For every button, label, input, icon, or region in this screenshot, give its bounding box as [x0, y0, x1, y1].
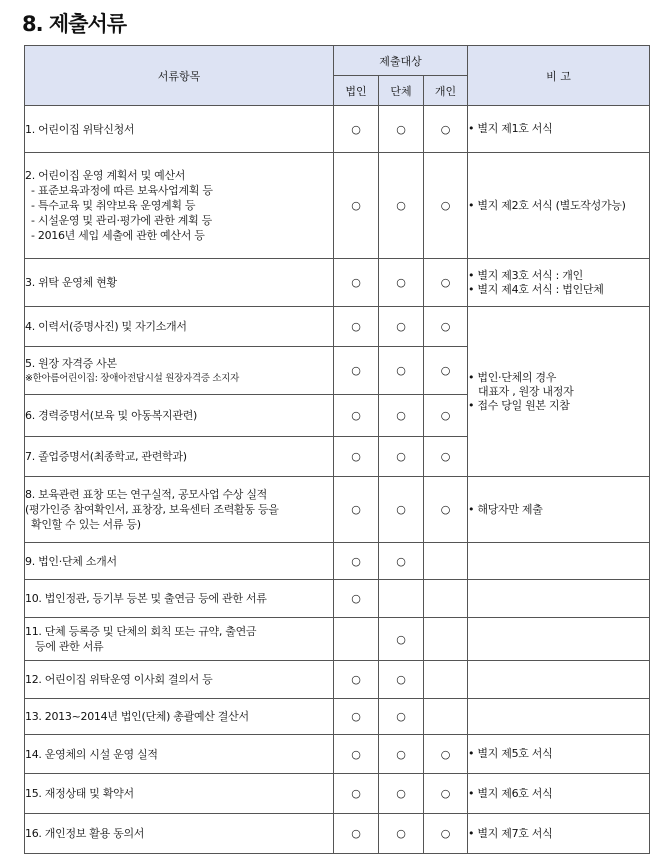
mark-corp: ○: [334, 347, 379, 395]
mark-person: ○: [424, 395, 468, 437]
mark-group: ○: [379, 661, 424, 699]
remark-line: • 접수 당일 원본 지참: [468, 398, 570, 412]
row-title: 4. 이력서(증명사진) 및 자기소개서: [25, 307, 334, 347]
remark-empty: [468, 661, 650, 699]
table-row: [25, 153, 650, 259]
mark-person: [424, 543, 468, 580]
row-title: 1. 어린이집 위탁신청서: [25, 106, 334, 153]
remark-empty: [468, 699, 650, 735]
row-cell: [25, 153, 334, 259]
mark-corp: ○: [334, 106, 379, 153]
table-row: [25, 259, 650, 307]
mark-group: ○: [379, 735, 424, 774]
row-title: 15. 재정상태 및 확약서: [25, 774, 334, 814]
remark: [468, 814, 650, 854]
mark-corp: ○: [334, 477, 379, 543]
remark-line: • 별지 제6호 서식: [468, 786, 553, 800]
row-title: 10. 법인정관, 등기부 등본 및 출연금 등에 관한 서류: [25, 580, 334, 618]
mark-corp: ○: [334, 153, 379, 259]
mark-person: ○: [424, 347, 468, 395]
header-corp: 법인: [334, 76, 379, 106]
row-subitem: - 2016년 세입 세출에 관한 예산서 등: [31, 229, 205, 242]
mark-group: ○: [379, 699, 424, 735]
document-table: [24, 45, 650, 854]
mark-person: ○: [424, 735, 468, 774]
table-row: [25, 307, 650, 347]
mark-group: ○: [379, 307, 424, 347]
row-title: 5. 원장 자격증 사본: [25, 356, 117, 370]
mark-person: ○: [424, 477, 468, 543]
table-row: [25, 106, 650, 153]
remark: [468, 774, 650, 814]
mark-group: [379, 580, 424, 618]
table-row: [25, 477, 650, 543]
table-row: [25, 735, 650, 774]
mark-person: ○: [424, 259, 468, 307]
table-row: [25, 543, 650, 580]
row-title: 11. 단체 등록증 및 단체의 회칙 또는 규약, 출연금: [25, 625, 257, 638]
mark-corp: ○: [334, 735, 379, 774]
mark-corp: [334, 618, 379, 661]
header-item: 서류항목: [25, 46, 334, 106]
table-row: [25, 774, 650, 814]
header-remarks: 비 고: [468, 46, 650, 106]
remark-line: • 별지 제7호 서식: [468, 826, 553, 840]
mark-person: [424, 699, 468, 735]
remark: [468, 735, 650, 774]
remark: [468, 307, 650, 477]
mark-group: ○: [379, 477, 424, 543]
row-subitem: (평가인증 참여확인서, 표창장, 보육센터 조력활동 등을: [25, 503, 279, 516]
row-title: 16. 개인정보 활용 동의서: [25, 814, 334, 854]
mark-person: [424, 580, 468, 618]
remark-line: • 법인·단체의 경우: [468, 370, 557, 384]
row-title: 3. 위탁 운영체 현황: [25, 259, 334, 307]
row-subitem: 등에 관한 서류: [35, 640, 104, 653]
table-row: [25, 580, 650, 618]
table-row: [25, 661, 650, 699]
mark-corp: ○: [334, 699, 379, 735]
remark-line: • 별지 제4호 서식 : 법인단체: [468, 282, 604, 296]
mark-group: ○: [379, 347, 424, 395]
mark-person: ○: [424, 774, 468, 814]
row-note: ※한아름어린이집: 장애아전담시설 원장자격증 소지자: [25, 372, 240, 384]
mark-group: ○: [379, 395, 424, 437]
row-cell: [25, 477, 334, 543]
row-subitem: - 시설운영 및 관리·평가에 관한 계획 등: [31, 214, 212, 227]
mark-corp: ○: [334, 307, 379, 347]
row-cell: [25, 618, 334, 661]
header-person: 개인: [424, 76, 468, 106]
row-title: 6. 경력증명서(보육 및 아동복지관련): [25, 395, 334, 437]
remark-line: 대표자 , 원장 내정자: [478, 384, 574, 398]
remark: [468, 106, 650, 153]
row-cell: [25, 347, 334, 395]
mark-group: ○: [379, 543, 424, 580]
row-title: 12. 어린이집 위탁운영 이사회 결의서 등: [25, 661, 334, 699]
mark-corp: ○: [334, 814, 379, 854]
remark: [468, 153, 650, 259]
header-target: 제출대상: [334, 46, 468, 76]
remark-line: • 별지 제5호 서식: [468, 747, 553, 760]
remark-line: • 별지 제1호 서식: [468, 122, 553, 135]
mark-group: ○: [379, 259, 424, 307]
mark-person: ○: [424, 814, 468, 854]
mark-corp: ○: [334, 543, 379, 580]
mark-group: ○: [379, 106, 424, 153]
remark: [468, 259, 650, 307]
mark-person: ○: [424, 153, 468, 259]
row-title: 9. 법인·단체 소개서: [25, 543, 334, 580]
mark-group: ○: [379, 153, 424, 259]
mark-corp: ○: [334, 774, 379, 814]
mark-group: ○: [379, 618, 424, 661]
mark-group: ○: [379, 814, 424, 854]
header-group: 단체: [379, 76, 424, 106]
row-subitem: - 특수교육 및 취약보육 운영계획 등: [31, 199, 196, 212]
section-title: 8. 제출서류: [22, 12, 127, 36]
table-row: [25, 699, 650, 735]
mark-person: ○: [424, 307, 468, 347]
remark-line: • 해당자만 제출: [468, 502, 543, 516]
mark-corp: ○: [334, 259, 379, 307]
row-subitem: 확인할 수 있는 서류 등): [31, 518, 141, 531]
row-title: 7. 졸업증명서(최종학교, 관련학과): [25, 437, 334, 477]
row-title: 13. 2013~2014년 법인(단체) 총괄예산 결산서: [25, 699, 334, 735]
remark-empty: [468, 580, 650, 618]
mark-person: [424, 661, 468, 699]
row-title: 14. 운영체의 시설 운영 실적: [25, 735, 334, 774]
row-subitem: - 표준보육과정에 따른 보육사업계획 등: [31, 184, 213, 197]
remark: [468, 477, 650, 543]
remark-line: • 별지 제3호 서식 : 개인: [468, 268, 583, 282]
mark-corp: ○: [334, 580, 379, 618]
remark-empty: [468, 543, 650, 580]
mark-corp: ○: [334, 437, 379, 477]
remark-line: • 별지 제2호 서식 (별도작성가능): [468, 198, 626, 212]
table-row: [25, 814, 650, 854]
mark-group: ○: [379, 437, 424, 477]
remark-empty: [468, 618, 650, 661]
mark-corp: ○: [334, 395, 379, 437]
mark-person: ○: [424, 106, 468, 153]
row-title: 2. 어린이집 운영 계획서 및 예산서: [25, 169, 186, 182]
mark-group: ○: [379, 774, 424, 814]
mark-person: ○: [424, 437, 468, 477]
row-title: 8. 보육관련 표창 또는 연구실적, 공모사업 수상 실적: [25, 488, 267, 501]
mark-corp: ○: [334, 661, 379, 699]
mark-person: [424, 618, 468, 661]
table-row: [25, 618, 650, 661]
